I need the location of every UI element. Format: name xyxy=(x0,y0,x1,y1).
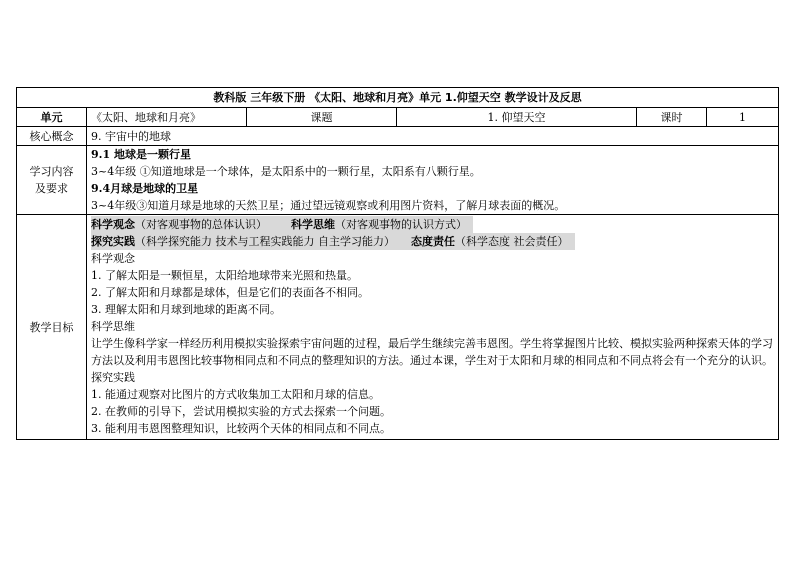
document-title: 教科版 三年级下册 《太阳、地球和月亮》单元 1.仰望天空 教学设计及反思 xyxy=(17,88,779,108)
goal-item: 1. 了解太阳是一颗恒星，太阳给地球带来光照和热量。 xyxy=(91,269,358,282)
content-item: 3~4年级 ①知道地球是一个球体，是太阳系中的一颗行星，太阳系有八颗行星。 xyxy=(91,165,481,178)
period-label: 课时 xyxy=(637,108,707,127)
unit-value: 《太阳、地球和月亮》 xyxy=(87,108,247,127)
goal-paragraph: 让学生像科学家一样经历利用模拟实验探索宇宙问题的过程，最后学生继续完善韦恩图。学生将掌握图片比较、模拟实验两种探索天体的学习方法以及利用韦恩图比较事物相同点和不同点的整理知识的方法。通过本课，学生对于太阳和月球的相同点和不同点将会有一个充分的认识。 xyxy=(91,337,773,367)
title-row xyxy=(17,88,779,108)
goal-item: 3. 理解太阳和月球到地球的距离不同。 xyxy=(91,303,281,316)
content-item: 3~4年级③知道月球是地球的天然卫星；通过望远镜观察或利用图片资料，了解月球表面的概况。 xyxy=(91,199,566,212)
learning-content-label xyxy=(17,146,87,215)
literacy-desc: （对客观事物的总体认识） xyxy=(135,218,267,231)
teaching-goals-row xyxy=(17,215,779,440)
teaching-goals-label: 教学目标 xyxy=(17,215,87,440)
learning-content-label-line1: 学习内容 xyxy=(29,165,74,178)
core-concept-label: 核心概念 xyxy=(17,127,87,146)
literacy-key: 态度责任 xyxy=(411,235,455,248)
header-row xyxy=(17,108,779,127)
learning-content-body xyxy=(87,146,779,215)
literacy-key: 科学思维 xyxy=(291,218,335,231)
section-heading: 科学观念 xyxy=(91,252,135,265)
literacy-row-1 xyxy=(91,216,774,233)
literacy-desc: （对客观事物的认识方式） xyxy=(335,218,467,231)
goal-item: 2. 了解太阳和月球都是球体，但是它们的表面各不相同。 xyxy=(91,286,369,299)
period-value: 1 xyxy=(707,108,779,127)
learning-content-label-line2: 及要求 xyxy=(35,182,68,195)
lesson-plan-table xyxy=(16,87,779,440)
learning-content-row xyxy=(17,146,779,215)
literacy-key: 科学观念 xyxy=(91,218,135,231)
core-concept-row xyxy=(17,127,779,146)
goal-item: 1. 能通过观察对比图片的方式收集加工太阳和月球的信息。 xyxy=(91,388,380,401)
core-concept-value: 9. 宇宙中的地球 xyxy=(87,127,779,146)
goal-item: 2. 在教师的引导下，尝试用模拟实验的方式去探索一个问题。 xyxy=(91,405,391,418)
teaching-goals-body xyxy=(87,215,779,440)
goal-item: 3. 能利用韦恩图整理知识，比较两个天体的相同点和不同点。 xyxy=(91,422,391,435)
literacy-key: 探究实践 xyxy=(91,235,135,248)
literacy-desc: （科学态度 社会责任） xyxy=(455,235,569,248)
section-heading: 科学思维 xyxy=(91,320,135,333)
section-heading: 探究实践 xyxy=(91,371,135,384)
content-item: 9.4月球是地球的卫星 xyxy=(91,182,199,195)
literacy-row-2 xyxy=(91,233,774,250)
topic-value: 1. 仰望天空 xyxy=(397,108,637,127)
unit-label: 单元 xyxy=(17,108,87,127)
literacy-desc: （科学探究能力 技术与工程实践能力 自主学习能力） xyxy=(135,235,395,248)
topic-label: 课题 xyxy=(247,108,397,127)
content-item: 9.1 地球是一颗行星 xyxy=(91,148,191,161)
